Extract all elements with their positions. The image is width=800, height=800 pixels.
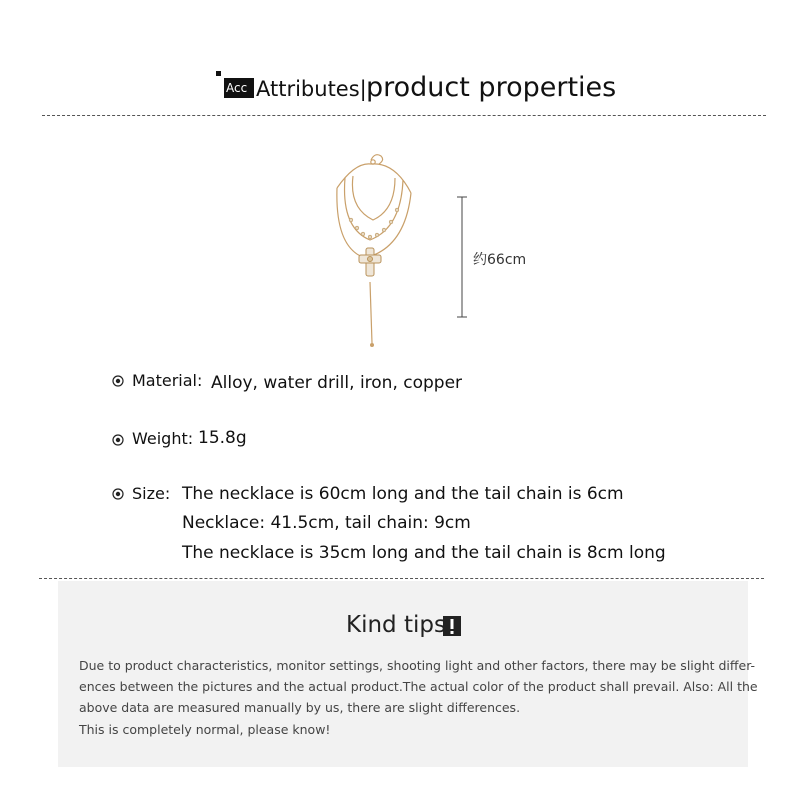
length-label: 约66cm [473,252,527,268]
weight-value: 15.8g [198,428,247,448]
page-title: product properties [366,72,617,103]
tips-line: Due to product characteristics, monitor settings, shooting light and other factors, there may be slight differ- [79,658,756,673]
bottom-divider [39,578,764,579]
tips-line: This is completely normal, please know! [79,722,331,737]
size-value-1: The necklace is 60cm long and the tail chain is 6cm [182,484,624,504]
header-attributes-label: Attributes| [256,77,367,101]
top-divider [42,115,766,116]
size-value-2: Necklace: 41.5cm, tail chain: 9cm [182,513,471,533]
tips-title: Kind tips [346,612,446,638]
dimension-bracket-icon [455,196,469,318]
tips-panel [58,581,748,767]
bullet-target-icon [112,434,124,446]
header-badge: Acc [224,78,254,98]
size-value-3: The necklace is 35cm long and the tail chain is 8cm long [182,543,666,563]
exclamation-icon [443,616,461,636]
material-value: Alloy, water drill, iron, copper [211,373,463,393]
weight-label: Weight: [132,429,194,448]
necklace-image [315,148,430,353]
size-label: Size: [132,484,171,503]
material-label: Material: [132,371,203,390]
tips-line: above data are measured manually by us, there are slight differences. [79,700,521,715]
bullet-target-icon [112,375,124,387]
header-dot [216,71,221,76]
tips-line: ences between the pictures and the actual product.The actual color of the product shall prevail. Also: All the [79,679,758,694]
bullet-target-icon [112,488,124,500]
